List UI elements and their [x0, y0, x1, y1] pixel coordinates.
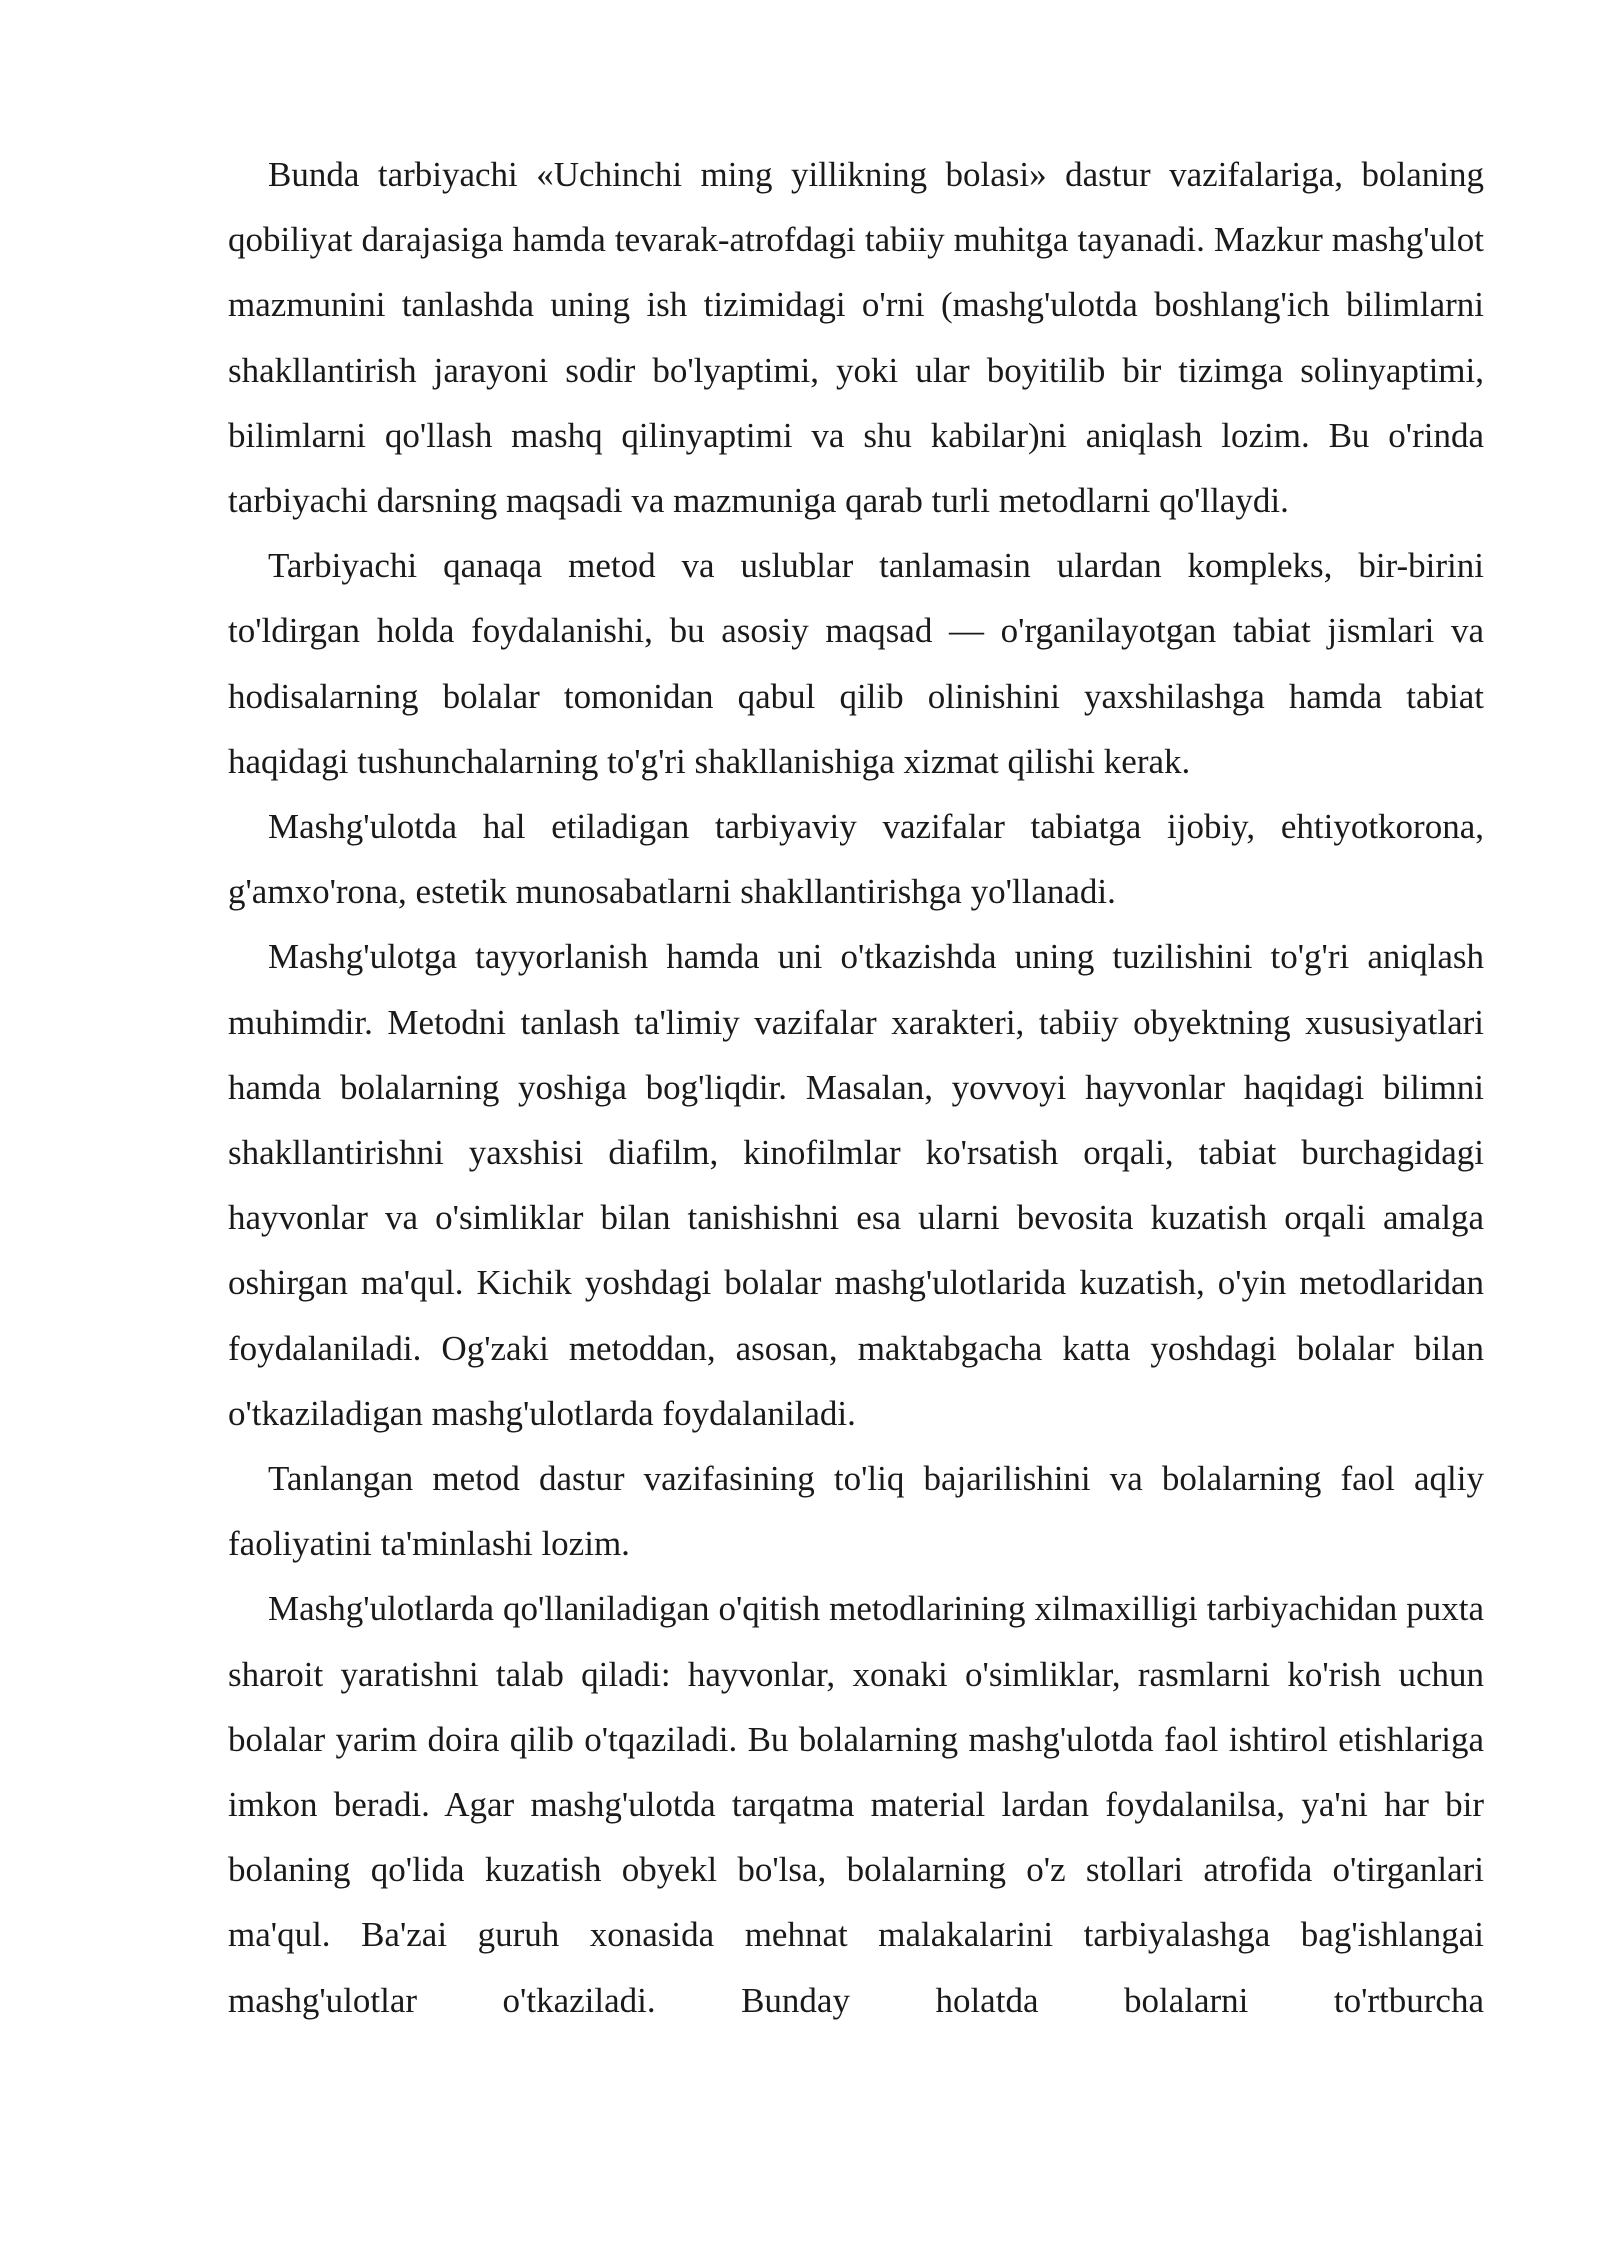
paragraph-5: Tanlangan metod dastur vazifasining to'liq bajarilishini va bolalarning faol aqliy faoliyatini ta'minlashi lozim. [228, 1459, 1484, 1564]
paragraph-1: Bunda tarbiyachi «Uchinchi ming yillikning bolasi» dastur vazifalariga, bolaning qobiliyat darajasiga hamda tevarak-atrofdagi tabiiy muhitga tayanadi. Mazkur mashg'ulot mazmunini tanlashda uning ish tizimidagi o'rni (mashg'ulotda boshlang'ich bilimlarni shakllantirish jarayoni sodir bo'lyaptimi, yoki ular boyitilib bir tizimga solinyaptimi, bilimlarni qo'llash mashq qilinyaptimi va shu kabilar)ni aniqlash lozim. Bu o'rinda tarbiyachi darsning maqsadi va mazmuniga qarab turli metodlarni qo'llaydi. [228, 155, 1484, 521]
paragraph-6: Mashg'ulotlarda qo'llaniladigan o'qitish metodlarining xilmaxilligi tarbiyachidan puxta sharoit yaratishni talab qiladi: hayvonlar, xonaki o'simliklar, rasmlarni ko'rish uchun bolalar yarim doira qilib o'tqaziladi. Bu bolalarning mashg'ulotda faol ishtirol etishlariga imkon beradi. Agar mashg'ulotda tarqatma material lardan foydalanilsa, ya'ni har bir bolaning qo'lida kuzatish obyekl bo'lsa, bolalarning o'z stollari atrofida o'tirganlari ma'qul. Ba'zai guruh xonasida mehnat malakalarini tarbiyalashga bag'ishlangai mashg'ulotlar o'tkaziladi. Bunday holatda bolalarni to'rtburcha [228, 1589, 1484, 2020]
paragraph-3: Mashg'ulotda hal etiladigan tarbiyaviy vazifalar tabiatga ijobiy, ehtiyotkorona, g'amxo'rona, estetik munosabatlarni shakllantirishga yo'llanadi. [228, 807, 1484, 912]
paragraph-2: Tarbiyachi qanaqa metod va uslublar tanlamasin ulardan kompleks, bir-birini to'ldirgan holda foydalanishi, bu asosiy maqsad — o'rganilayotgan tabiat jismlari va hodisalarning bolalar tomonidan qabul qilib olinishini yaxshilashga hamda tabiat haqidagi tushunchalarning to'g'ri shakllanishiga xizmat qilishi kerak. [228, 546, 1484, 781]
paragraph-4: Mashg'ulotga tayyorlanish hamda uni o'tkazishda uning tuzilishini to'g'ri aniqlash muhimdir. Metodni tanlash ta'limiy vazifalar xarakteri, tabiiy obyektning xususiyatlari hamda bolalarning yoshiga bog'liqdir. Masalan, yovvoyi hayvonlar haqidagi bilimni shakllantirishni yaxshisi diafilm, kinofilmlar ko'rsatish orqali, tabiat burchagidagi hayvonlar va o'simliklar bilan tanishishni esa ularni bevosita kuzatish orqali amalga oshirgan ma'qul. Kichik yoshdagi bolalar mashg'ulotlarida kuzatish, o'yin metodlaridan foydalaniladi. Og'zaki metoddan, asosan, maktabgacha katta yoshdagi bolalar bilan o'tkaziladigan mashg'ulotlarda foydalaniladi. [228, 937, 1484, 1433]
body-text [228, 142, 1484, 2033]
